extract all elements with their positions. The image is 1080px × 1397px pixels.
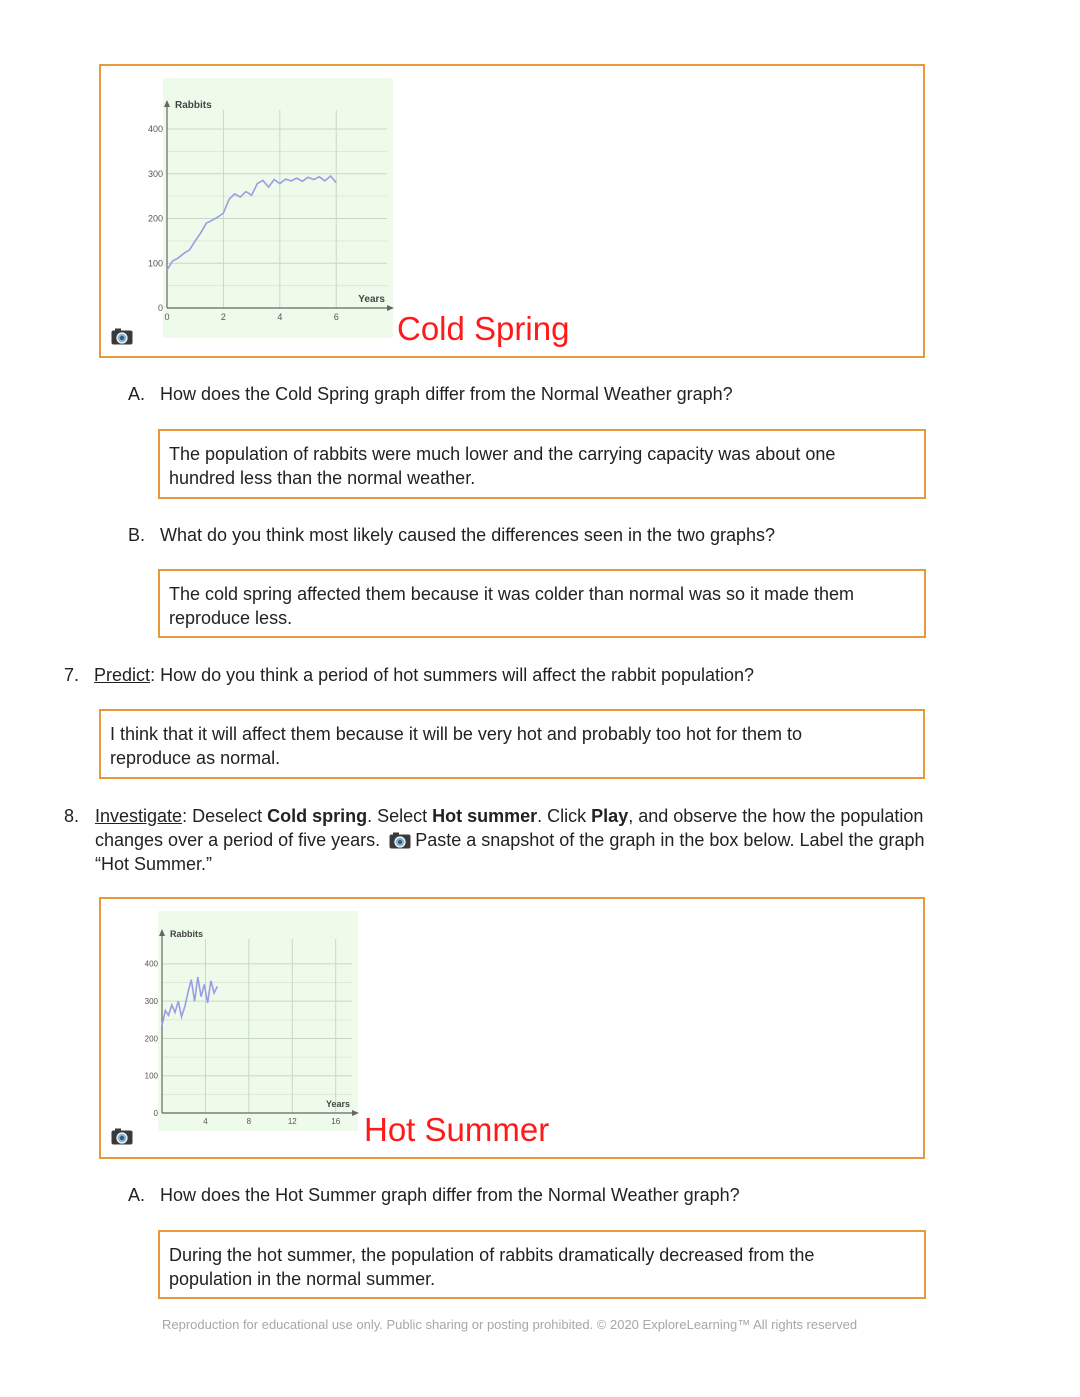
x-tick-label: 0	[164, 312, 170, 322]
y-tick-label: 0	[153, 1108, 158, 1118]
answer-line: During the hot summer, the population of rabbits dramatically decreased from the	[169, 1245, 815, 1265]
cold-spring-graph	[140, 78, 396, 344]
question-line-1	[95, 804, 1024, 828]
x-axis-label: Years	[358, 294, 385, 305]
x-tick-label: 4	[203, 1117, 208, 1126]
y-tick-label: 400	[144, 959, 158, 969]
question-line-3: “Hot Summer.”	[95, 854, 213, 874]
y-tick-label: 100	[147, 258, 163, 269]
hot-summer-label: Hot Summer	[364, 1111, 550, 1148]
question-text: . Click	[537, 806, 592, 826]
y-tick-label: 100	[144, 1071, 158, 1081]
question-text: Paste a snapshot of the graph in the box below. Label the graph	[415, 830, 925, 850]
question-text: : Deselect	[182, 806, 268, 826]
question-8a	[128, 1183, 740, 1207]
y-axis-label: Rabbits	[170, 929, 204, 939]
question-7	[64, 663, 754, 687]
question-number: 7.	[64, 665, 80, 685]
question-text: : How do you think a period of hot summers will affect the rabbit population?	[150, 665, 755, 685]
bold-term: Hot summer	[432, 806, 538, 826]
question-6a	[128, 382, 733, 406]
x-tick-label: 12	[287, 1117, 297, 1126]
y-tick-label: 0	[157, 303, 163, 314]
answer-box-7[interactable]	[99, 709, 925, 779]
answer-box-6a[interactable]	[158, 429, 926, 499]
question-letter: A.	[128, 1185, 146, 1205]
question-text: How does the Hot Summer graph differ from the Normal Weather graph?	[160, 1185, 740, 1205]
y-tick-label: 200	[144, 1034, 158, 1044]
question-text: What do you think most likely caused the differences seen in the two graphs?	[160, 525, 776, 545]
y-axis-label: Rabbits	[175, 100, 212, 111]
question-keyword: Investigate	[95, 806, 183, 826]
answer-line: hundred less than the normal weather.	[169, 468, 476, 488]
answer-line: The population of rabbits were much lower and the carrying capacity was about one	[169, 444, 836, 464]
answer-line: reproduce as normal.	[110, 748, 281, 768]
plot-background	[158, 911, 358, 1131]
answer-line: population in the normal summer.	[169, 1269, 436, 1289]
question-keyword: Predict	[94, 665, 151, 685]
question-text: , and observe the how the population	[628, 806, 924, 826]
question-text: changes over a period of five years.	[95, 830, 381, 850]
answer-line: The cold spring affected them because it was colder than normal was so it made them	[169, 584, 855, 604]
hot-summer-graph	[140, 911, 362, 1131]
y-tick-label: 400	[147, 124, 163, 135]
x-tick-label: 16	[331, 1117, 341, 1126]
question-8	[64, 804, 1024, 876]
bold-term: Cold spring	[267, 806, 368, 826]
x-tick-label: 4	[277, 312, 283, 322]
camera-icon	[111, 328, 133, 345]
x-tick-label: 2	[220, 312, 226, 322]
answer-box-6b[interactable]	[158, 569, 926, 638]
y-tick-label: 200	[147, 213, 163, 224]
cold-spring-snapshot-box	[99, 64, 925, 358]
camera-icon	[389, 832, 411, 849]
question-text: How does the Cold Spring graph differ from the Normal Weather graph?	[160, 384, 733, 404]
footer-copyright: Reproduction for educational use only. Public sharing or posting prohibited. © 2020 ExploreLearning™ All rights reserved	[162, 1317, 858, 1332]
question-letter: B.	[128, 525, 146, 545]
x-axis-label: Years	[325, 1099, 350, 1109]
hot-summer-snapshot-box	[99, 897, 925, 1159]
y-tick-label: 300	[147, 168, 163, 179]
answer-box-8a[interactable]	[158, 1230, 926, 1299]
answer-line: reproduce less.	[169, 608, 293, 628]
y-tick-label: 300	[144, 996, 158, 1006]
question-line-2	[95, 828, 1024, 852]
bold-term: Play	[591, 806, 629, 826]
answer-line: I think that it will affect them because it will be very hot and probably too hot for them to	[110, 724, 803, 744]
question-letter: A.	[128, 384, 146, 404]
question-number: 8.	[64, 806, 80, 826]
question-text: . Select	[367, 806, 433, 826]
cold-spring-label: Cold Spring	[397, 310, 570, 347]
camera-icon	[111, 1128, 133, 1145]
x-tick-label: 6	[333, 312, 339, 322]
x-tick-label: 8	[246, 1117, 252, 1126]
question-6b	[128, 523, 775, 547]
